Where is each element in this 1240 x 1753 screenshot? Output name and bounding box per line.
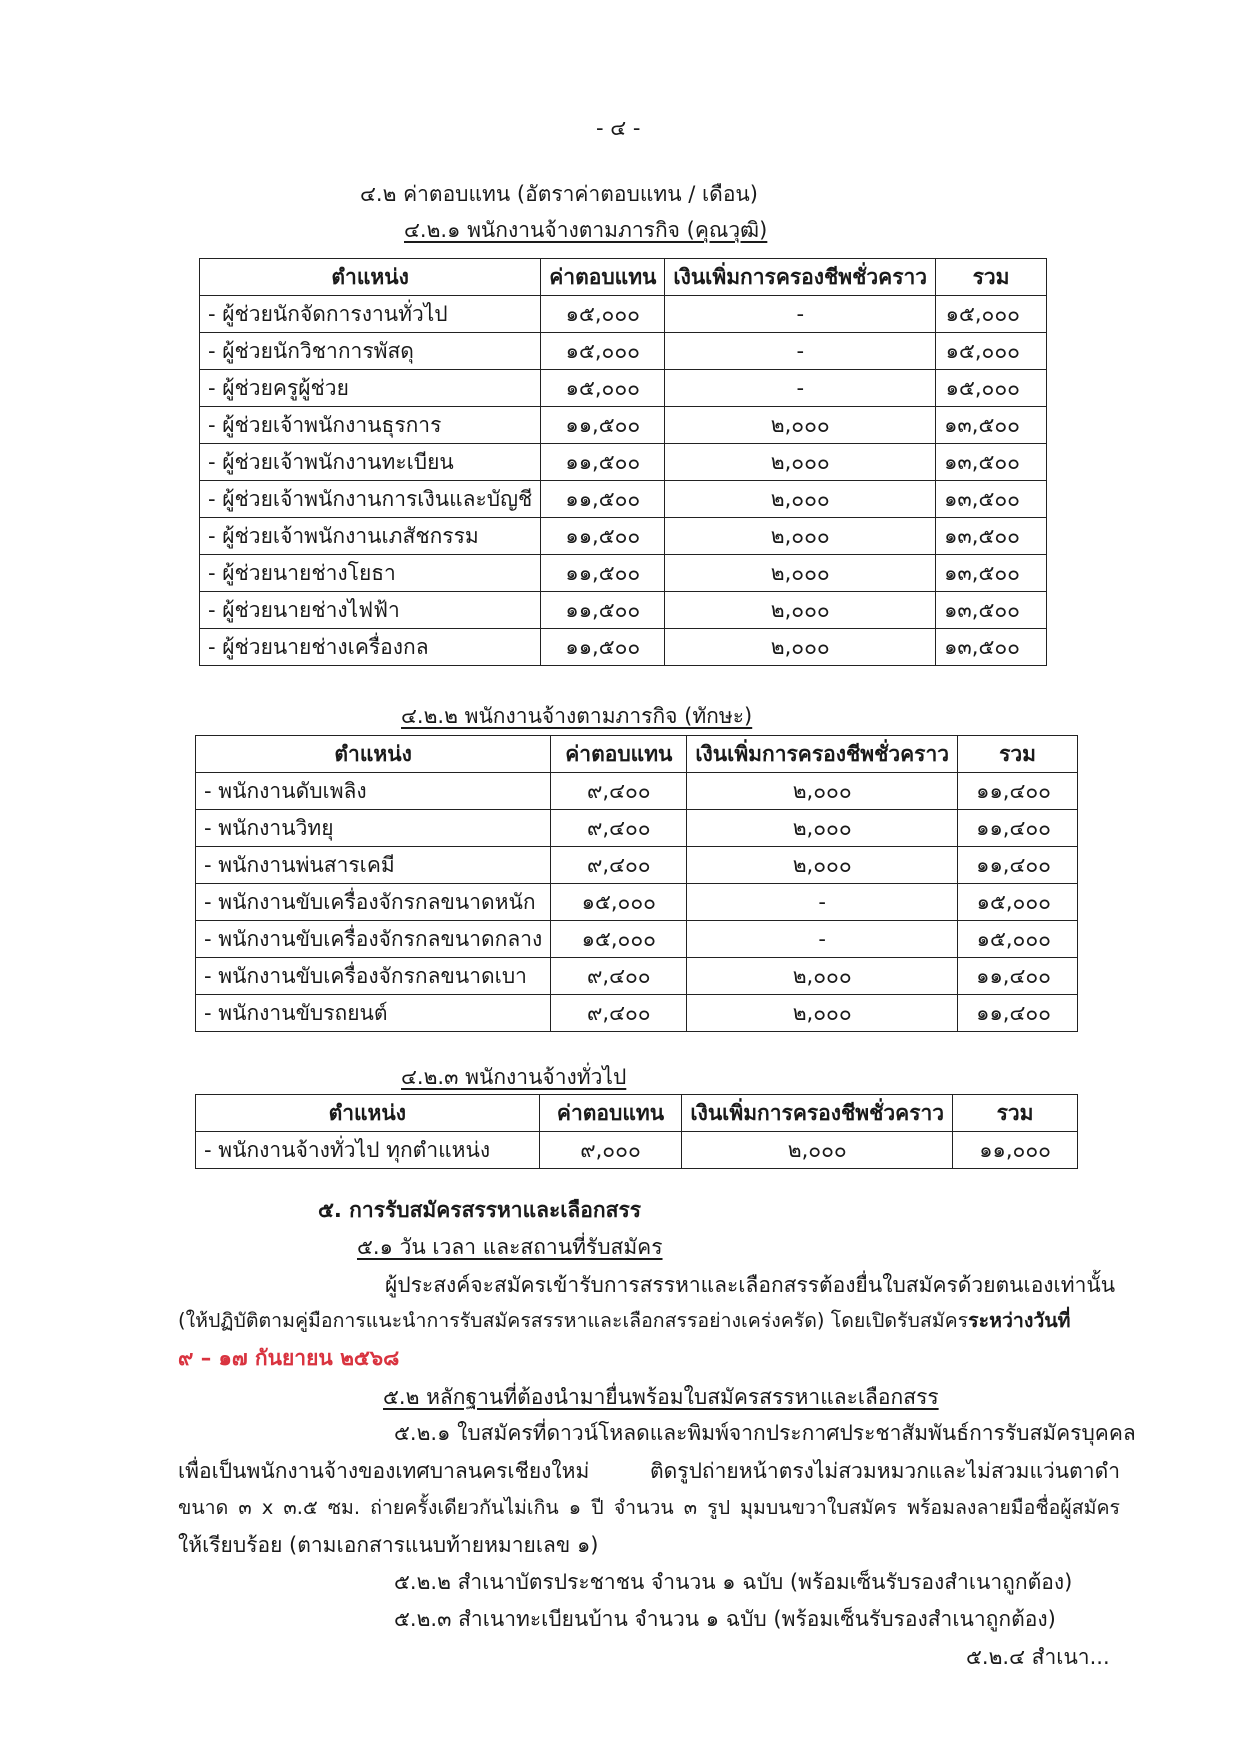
- total-cell: ๑๑,๔๐๐: [958, 847, 1078, 884]
- allowance-cell: ๒,๐๐๐: [665, 407, 936, 444]
- allowance-cell: ๒,๐๐๐: [665, 444, 936, 481]
- column-header-pay: ค่าตอบแทน: [551, 736, 687, 773]
- pay-cell: ๑๑,๕๐๐: [541, 407, 665, 444]
- continued-next-page: ๕.๒.๔ สำเนา...: [966, 1645, 1110, 1669]
- table-header-row: [200, 259, 1047, 296]
- table-row: [200, 333, 1047, 370]
- column-header-allowance: เงินเพิ่มการครองชีพชั่วคราว: [687, 736, 958, 773]
- section-5-1-line-2-text: (ให้ปฏิบัติตามคู่มือการแนะนำการรับสมัครสรรหาและเลือกสรรอย่างเคร่งครัด) โดยเปิดรับสมัคร: [178, 1309, 969, 1332]
- total-cell: ๑๑,๔๐๐: [958, 995, 1078, 1032]
- pay-cell: ๑๑,๕๐๐: [541, 518, 665, 555]
- table-row: [196, 773, 1078, 810]
- allowance-cell: ๒,๐๐๐: [665, 555, 936, 592]
- section-5-1-line-2: [178, 1302, 1120, 1340]
- allowance-cell: ๒,๐๐๐: [687, 810, 958, 847]
- pay-cell: ๑๕,๐๐๐: [551, 921, 687, 958]
- pay-cell: ๑๑,๕๐๐: [541, 481, 665, 518]
- column-header-position: ตำแหน่ง: [196, 736, 551, 773]
- allowance-cell: ๒,๐๐๐: [687, 995, 958, 1032]
- table-header-row: [196, 736, 1078, 773]
- table-row: [200, 555, 1047, 592]
- allowance-cell: -: [665, 333, 936, 370]
- total-cell: ๑๑,๔๐๐: [958, 810, 1078, 847]
- allowance-cell: ๒,๐๐๐: [665, 629, 936, 666]
- table-row: [200, 518, 1047, 555]
- item-5-2-1-line-1: ๕.๒.๑ ใบสมัครที่ดาวน์โหลดและพิมพ์จากประกาศประชาสัมพันธ์การรับสมัครบุคคล: [394, 1421, 1136, 1445]
- column-header-position: ตำแหน่ง: [196, 1095, 540, 1132]
- pay-cell: ๙,๔๐๐: [551, 773, 687, 810]
- pay-cell: ๙,๔๐๐: [551, 810, 687, 847]
- column-header-pay: ค่าตอบแทน: [541, 259, 665, 296]
- pay-cell: ๑๕,๐๐๐: [551, 884, 687, 921]
- position-cell: - พนักงานจ้างทั่วไป ทุกตำแหน่ง: [196, 1132, 540, 1169]
- position-cell: - ผู้ช่วยเจ้าพนักงานการเงินและบัญชี: [200, 481, 541, 518]
- table-row: [200, 592, 1047, 629]
- item-5-2-1-line-4: ให้เรียบร้อย (ตามเอกสารแนบท้ายหมายเลข ๑): [178, 1533, 599, 1557]
- position-cell: - ผู้ช่วยนักวิชาการพัสดุ: [200, 333, 541, 370]
- pay-cell: ๑๑,๕๐๐: [541, 629, 665, 666]
- position-cell: - พนักงานดับเพลิง: [196, 773, 551, 810]
- table-row: [196, 1132, 1078, 1169]
- position-cell: - พนักงานพ่นสารเคมี: [196, 847, 551, 884]
- item-5-2-1-line-2: เพื่อเป็นพนักงานจ้างของเทศบาลนครเชียงใหม่ ติดรูปถ่ายหน้าตรงไม่สวมหมวกและไม่สวมแว่นตาดำ: [178, 1459, 1120, 1483]
- application-dates: ๙ – ๑๗ กันยายน ๒๕๖๘: [178, 1346, 400, 1370]
- section-5-1-line-2-bold: ระหว่างวันที่: [968, 1309, 1071, 1332]
- column-header-allowance: เงินเพิ่มการครองชีพชั่วคราว: [682, 1095, 953, 1132]
- allowance-cell: ๒,๐๐๐: [665, 518, 936, 555]
- table-row: [200, 407, 1047, 444]
- column-header-total: รวม: [953, 1095, 1078, 1132]
- pay-cell: ๑๑,๕๐๐: [541, 444, 665, 481]
- table-2-heading: ๔.๒.๒ พนักงานจ้างตามภารกิจ (ทักษะ): [401, 704, 753, 728]
- allowance-cell: ๒,๐๐๐: [687, 773, 958, 810]
- total-cell: ๑๓,๕๐๐: [936, 555, 1047, 592]
- page-number: - ๔ -: [596, 116, 641, 140]
- pay-table-skill: [195, 735, 1078, 1032]
- table-row: [196, 995, 1078, 1032]
- pay-table-qualification: [199, 258, 1047, 666]
- item-5-2-3: ๕.๒.๓ สำเนาทะเบียนบ้าน จำนวน ๑ ฉบับ (พร้อมเซ็นรับรองสำเนาถูกต้อง): [394, 1607, 1056, 1631]
- column-header-total: รวม: [958, 736, 1078, 773]
- pay-cell: ๑๑,๕๐๐: [541, 555, 665, 592]
- total-cell: ๑๕,๐๐๐: [958, 884, 1078, 921]
- position-cell: - ผู้ช่วยเจ้าพนักงานทะเบียน: [200, 444, 541, 481]
- pay-cell: ๑๕,๐๐๐: [541, 333, 665, 370]
- allowance-cell: -: [687, 884, 958, 921]
- table-row: [200, 629, 1047, 666]
- total-cell: ๑๑,๔๐๐: [958, 773, 1078, 810]
- position-cell: - พนักงานขับเครื่องจักรกลขนาดกลาง: [196, 921, 551, 958]
- total-cell: ๑๓,๕๐๐: [936, 407, 1047, 444]
- position-cell: - ผู้ช่วยเจ้าพนักงานธุรการ: [200, 407, 541, 444]
- position-cell: - พนักงานขับเครื่องจักรกลขนาดหนัก: [196, 884, 551, 921]
- pay-cell: ๑๑,๕๐๐: [541, 592, 665, 629]
- allowance-cell: ๒,๐๐๐: [687, 958, 958, 995]
- pay-cell: ๙,๔๐๐: [551, 958, 687, 995]
- total-cell: ๑๕,๐๐๐: [936, 296, 1047, 333]
- allowance-cell: ๒,๐๐๐: [682, 1132, 953, 1169]
- column-header-allowance: เงินเพิ่มการครองชีพชั่วคราว: [665, 259, 936, 296]
- column-header-total: รวม: [936, 259, 1047, 296]
- allowance-cell: -: [687, 921, 958, 958]
- position-cell: - ผู้ช่วยครูผู้ช่วย: [200, 370, 541, 407]
- position-cell: - พนักงานวิทยุ: [196, 810, 551, 847]
- table-3-heading: ๔.๒.๓ พนักงานจ้างทั่วไป: [401, 1065, 627, 1089]
- position-cell: - ผู้ช่วยเจ้าพนักงานเภสัชกรรม: [200, 518, 541, 555]
- table-header-row: [196, 1095, 1078, 1132]
- position-cell: - ผู้ช่วยนักจัดการงานทั่วไป: [200, 296, 541, 333]
- total-cell: ๑๕,๐๐๐: [958, 921, 1078, 958]
- section-5-heading: ๕. การรับสมัครสรรหาและเลือกสรร: [318, 1198, 642, 1222]
- table-row: [196, 958, 1078, 995]
- allowance-cell: -: [665, 370, 936, 407]
- table-row: [196, 847, 1078, 884]
- item-5-2-1-line-3: ขนาด ๓ x ๓.๕ ซม. ถ่ายครั้งเดียวกันไม่เกิน ๑ ปี จำนวน ๓ รูป มุมบนขวาใบสมัคร พร้อมลงลายมือชื่อผู้สมัคร: [178, 1496, 1120, 1519]
- table-row: [200, 444, 1047, 481]
- table-row: [196, 810, 1078, 847]
- position-cell: - ผู้ช่วยนายช่างโยธา: [200, 555, 541, 592]
- table-1-heading: ๔.๒.๑ พนักงานจ้างตามภารกิจ (คุณวุฒิ): [404, 218, 768, 242]
- total-cell: ๑๑,๐๐๐: [953, 1132, 1078, 1169]
- section-4-2-heading: ๔.๒ ค่าตอบแทน (อัตราค่าตอบแทน / เดือน): [360, 182, 758, 206]
- total-cell: ๑๓,๕๐๐: [936, 592, 1047, 629]
- total-cell: ๑๓,๕๐๐: [936, 444, 1047, 481]
- pay-cell: ๑๕,๐๐๐: [541, 296, 665, 333]
- item-5-2-2: ๕.๒.๒ สำเนาบัตรประชาชน จำนวน ๑ ฉบับ (พร้อมเซ็นรับรองสำเนาถูกต้อง): [394, 1570, 1073, 1594]
- position-cell: - ผู้ช่วยนายช่างเครื่องกล: [200, 629, 541, 666]
- allowance-cell: -: [665, 296, 936, 333]
- pay-table-general: [195, 1094, 1078, 1169]
- table-row: [200, 370, 1047, 407]
- table-row: [196, 921, 1078, 958]
- section-5-2-heading: ๕.๒ หลักฐานที่ต้องนำมายื่นพร้อมใบสมัครสรรหาและเลือกสรร: [383, 1385, 939, 1409]
- pay-cell: ๙,๐๐๐: [539, 1132, 682, 1169]
- allowance-cell: ๒,๐๐๐: [665, 481, 936, 518]
- table-row: [200, 481, 1047, 518]
- table-row: [196, 884, 1078, 921]
- section-5-1-heading: ๕.๑ วัน เวลา และสถานที่รับสมัคร: [357, 1235, 663, 1259]
- pay-cell: ๙,๔๐๐: [551, 847, 687, 884]
- total-cell: ๑๓,๕๐๐: [936, 629, 1047, 666]
- column-header-pay: ค่าตอบแทน: [539, 1095, 682, 1132]
- position-cell: - ผู้ช่วยนายช่างไฟฟ้า: [200, 592, 541, 629]
- section-5-1-line-1: ผู้ประสงค์จะสมัครเข้ารับการสรรหาและเลือกสรรต้องยื่นใบสมัครด้วยตนเองเท่านั้น: [385, 1273, 1116, 1297]
- total-cell: ๑๑,๔๐๐: [958, 958, 1078, 995]
- column-header-position: ตำแหน่ง: [200, 259, 541, 296]
- total-cell: ๑๕,๐๐๐: [936, 370, 1047, 407]
- total-cell: ๑๓,๕๐๐: [936, 518, 1047, 555]
- position-cell: - พนักงานขับรถยนต์: [196, 995, 551, 1032]
- allowance-cell: ๒,๐๐๐: [687, 847, 958, 884]
- allowance-cell: ๒,๐๐๐: [665, 592, 936, 629]
- position-cell: - พนักงานขับเครื่องจักรกลขนาดเบา: [196, 958, 551, 995]
- total-cell: ๑๓,๕๐๐: [936, 481, 1047, 518]
- pay-cell: ๙,๔๐๐: [551, 995, 687, 1032]
- total-cell: ๑๕,๐๐๐: [936, 333, 1047, 370]
- pay-cell: ๑๕,๐๐๐: [541, 370, 665, 407]
- table-row: [200, 296, 1047, 333]
